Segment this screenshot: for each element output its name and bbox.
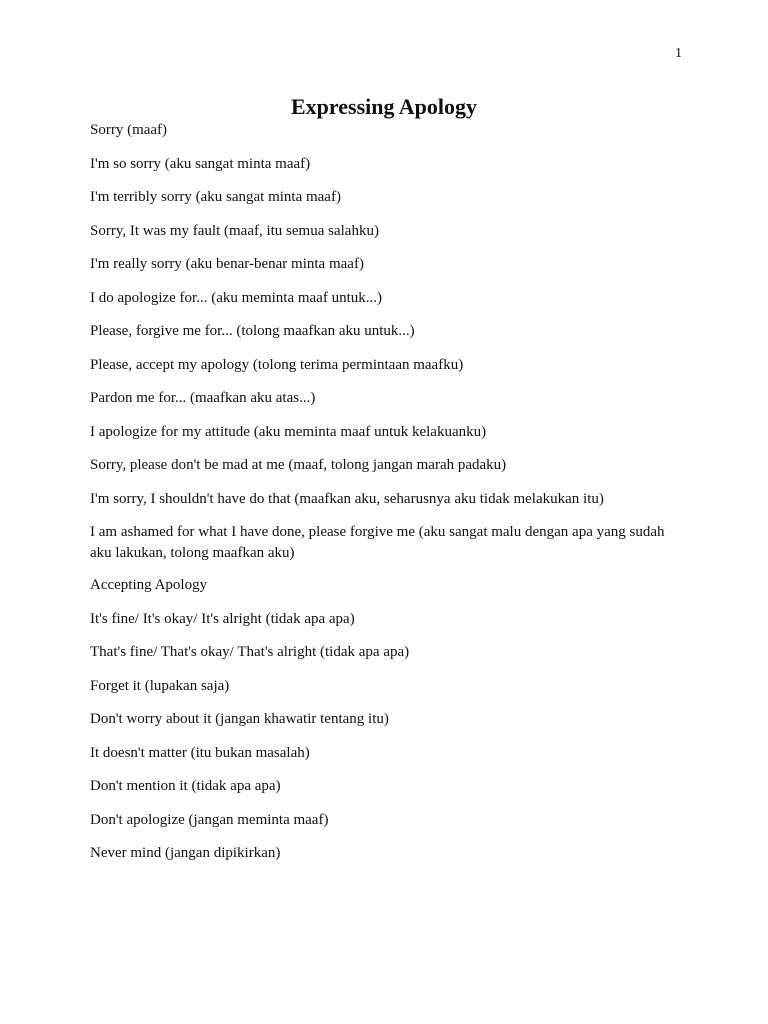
list-item: I'm so sorry (aku sangat minta maaf) (90, 155, 311, 172)
list-item: Don't worry about it (jangan khawatir tentang itu) (90, 711, 389, 727)
list-item: Please, forgive me for... (tolong maafkan aku untuk...) (90, 323, 415, 339)
list-item: It's fine/ It's okay/ It's alright (tidak apa apa) (90, 610, 355, 627)
list-item: I am ashamed for what I have done, please forgive me (aku sangat malu dengan apa yang sudah aku lakukan, tolong maafkan aku) (90, 524, 665, 561)
list-item: I'm terribly sorry (aku sangat minta maaf) (90, 189, 341, 205)
list-item: Sorry, please don't be mad at me (maaf, tolong jangan marah padaku) (90, 457, 507, 473)
page-title: Expressing Apology (290, 94, 478, 119)
list-item: Sorry (maaf) (90, 122, 168, 138)
list-item: I apologize for my attitude (aku meminta maaf untuk kelakuanku) (90, 423, 487, 440)
list-item: Sorry, It was my fault (maaf, itu semua salahku) (90, 222, 379, 239)
section-heading: Accepting Apology (90, 577, 208, 593)
list-item: Never mind (jangan dipikirkan) (90, 845, 281, 861)
list-item: I'm sorry, I shouldn't have do that (maafkan aku, seharusnya aku tidak melakukan itu) (90, 490, 604, 507)
list-item: I'm really sorry (aku benar-benar minta maaf) (90, 256, 364, 272)
phrase-list (90, 120, 680, 877)
list-item: Please, accept my apology (tolong terima permintaan maafku) (90, 356, 464, 373)
list-item: Don't mention it (tidak apa apa) (90, 778, 281, 794)
list-item: That's fine/ That's okay/ That's alright (tidak apa apa) (90, 644, 410, 660)
page-number: 1 (675, 46, 682, 61)
list-item: Forget it (lupakan saja) (90, 677, 230, 694)
list-item: It doesn't matter (itu bukan masalah) (90, 744, 310, 761)
list-item: Don't apologize (jangan meminta maaf) (90, 811, 329, 828)
list-item: Pardon me for... (maafkan aku atas...) (90, 390, 316, 406)
list-item: I do apologize for... (aku meminta maaf untuk...) (90, 289, 382, 306)
